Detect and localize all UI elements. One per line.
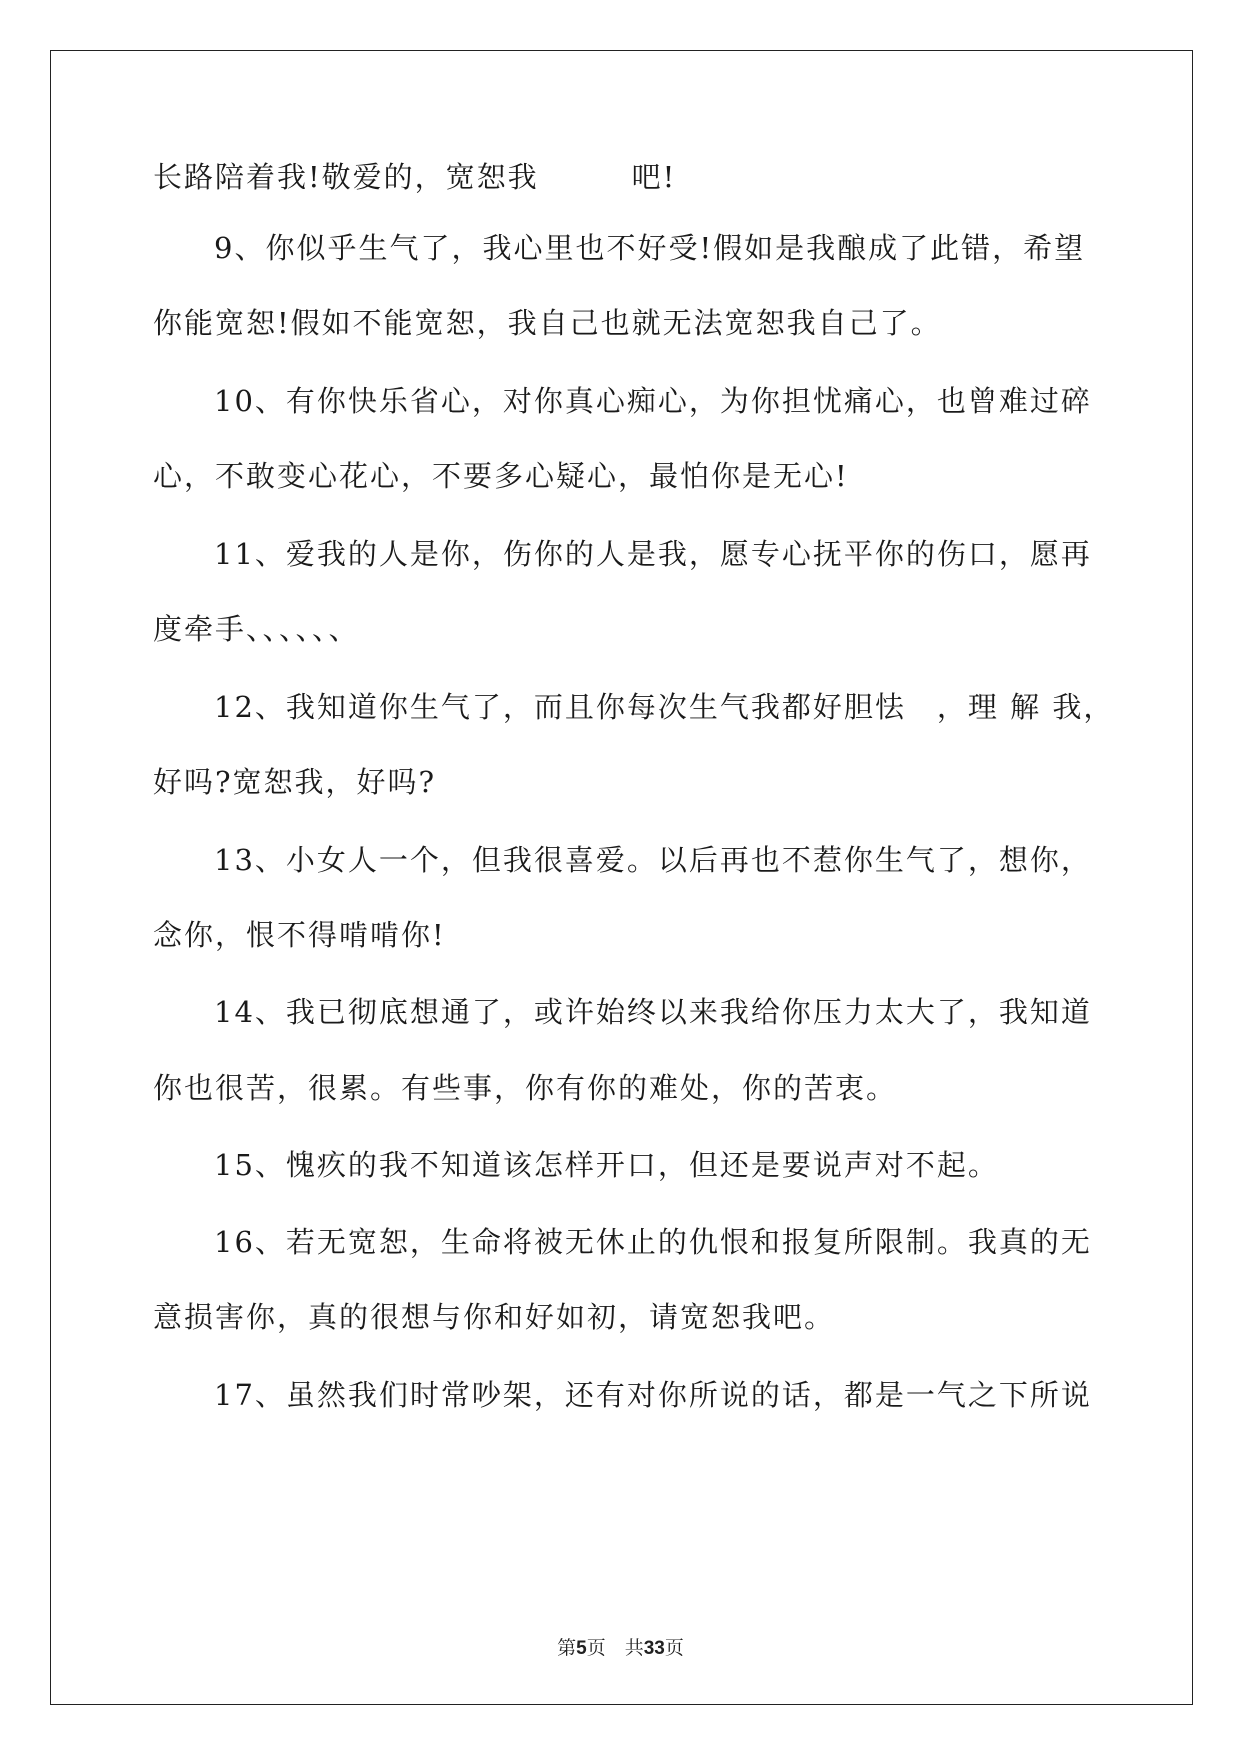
text-line: 心，不敢变心花心，不要多心疑心，最怕你是无心! (153, 459, 849, 493)
text-line: 度牵手、、、、、、 (153, 612, 360, 646)
text-line: 15、愧疚的我不知道该怎样开口，但还是要说声对不起。 (214, 1148, 999, 1182)
footer-total-pages: 33 (643, 1638, 665, 1659)
text-line: 你能宽恕!假如不能宽恕，我自己也就无法宽恕我自己了。 (153, 306, 942, 340)
page-footer (0, 1633, 1241, 1660)
text-line: 10、有你快乐省心，对你真心痴心，为你担忧痛心，也曾难过碎 (214, 384, 1092, 418)
text-line: 你也很苦，很累。有些事，你有你的难处，你的苦衷。 (153, 1071, 898, 1105)
footer-page-prefix: 第 (557, 1637, 577, 1659)
text-line: 念你，恨不得啃啃你! (153, 918, 446, 952)
text-line: 12、我知道你生气了，而且你每次生气我都好胆怯 ，理 解 我， (214, 690, 1115, 724)
text-line: 14、我已彻底想通了，或许始终以来我给你压力太大了，我知道 (214, 995, 1092, 1029)
footer-page-number: 5 (576, 1638, 587, 1659)
text-line: 意损害你，真的很想与你和好如初，请宽恕我吧。 (153, 1300, 836, 1334)
text-line: 9、你似乎生气了，我心里也不好受!假如是我酿成了此错，希望 (214, 231, 1086, 265)
text-line: 13、小女人一个，但我很喜爱。以后再也不惹你生气了，想你， (214, 843, 1092, 877)
text-line: 11、爱我的人是你，伤你的人是我，愿专心抚平你的伤口，愿再 (214, 537, 1092, 571)
footer-page-suffix: 页 (586, 1637, 606, 1659)
text-line: 16、若无宽恕，生命将被无休止的仇恨和报复所限制。我真的无 (214, 1225, 1092, 1259)
footer-total-prefix: 共 (624, 1637, 644, 1659)
text-line: 好吗?宽恕我，好吗? (153, 765, 437, 799)
footer-total-suffix: 页 (664, 1637, 684, 1659)
text-line: 17、虽然我们时常吵架，还有对你所说的话，都是一气之下所说 (214, 1378, 1092, 1412)
text-line: 长路陪着我!敬爱的，宽恕我 吧! (153, 160, 677, 194)
